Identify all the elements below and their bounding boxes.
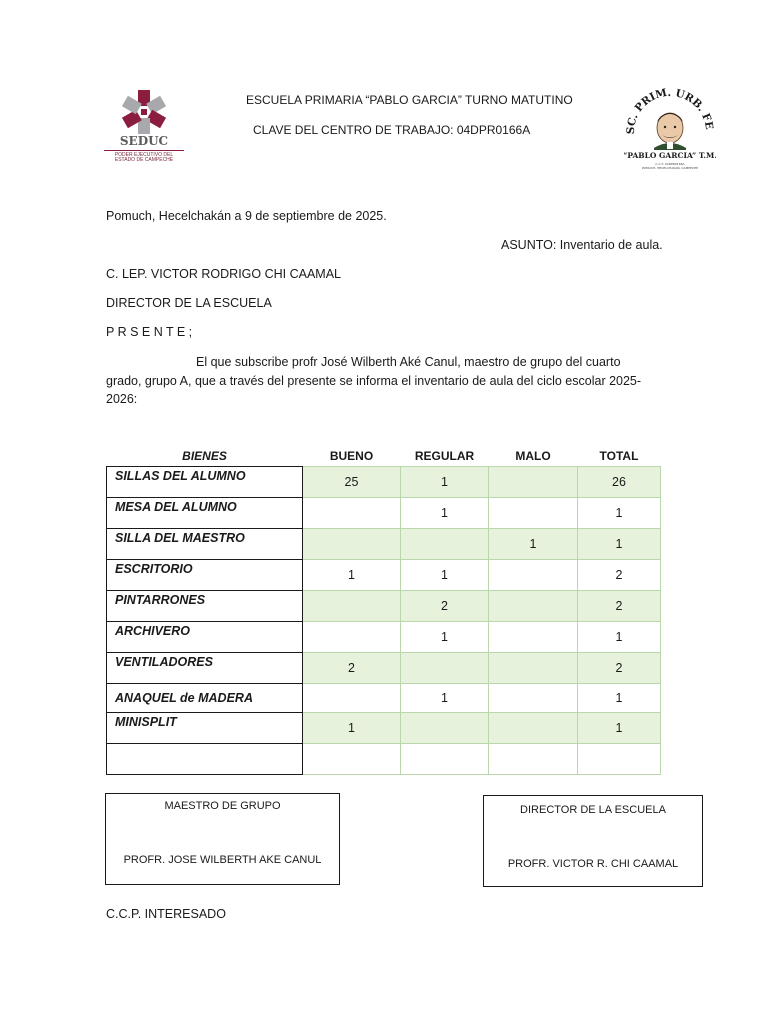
recipient-name: C. LEP. VICTOR RODRIGO CHI CAAMAL [106,267,342,281]
table-row [107,529,661,560]
body-line-1: El que subscribe profr José Wilberth Aké Canul, maestro de grupo del cuarto [196,355,621,369]
header-bienes: BIENES [182,449,227,463]
school-code: CLAVE DEL CENTRO DE TRABAJO: 04DPR0166A [253,123,531,137]
cell-total: 2 [578,591,661,622]
table-row [107,744,661,775]
seal-arc-text: SC. PRIM. URB. FE [624,88,716,135]
cell-bueno [303,684,401,713]
body-line-3: 2026: [106,392,138,406]
cell-malo [489,653,578,684]
cell-regular: 1 [401,467,489,498]
cell-malo [489,560,578,591]
cell-bueno [303,591,401,622]
body-line-2: grado, grupo A, que a través del presente se informa el inventario de aula del ciclo escolar 2025- [106,374,642,388]
cell-bueno: 1 [303,560,401,591]
director-name: PROFR. VICTOR R. CHI CAAMAL [507,858,679,870]
header-regular: REGULAR [414,449,475,463]
cell-malo [489,744,578,775]
cell-malo [489,498,578,529]
cell-bueno [303,529,401,560]
cell-bueno [303,744,401,775]
seduc-subtitle-1: PODER EJECUTIVO DEL [104,150,184,158]
cell-total [578,744,661,775]
cell-total: 2 [578,560,661,591]
table-row [107,653,661,684]
seal-small-text-2: POMUCH, HECELCHAKÁN, CAMPECHE [641,166,699,170]
director-role: DIRECTOR DE LA ESCUELA [520,804,666,816]
teacher-signature-box [105,793,340,885]
cell-total: 2 [578,653,661,684]
cell-regular [401,653,489,684]
cell-regular [401,744,489,775]
cell-malo: 1 [489,529,578,560]
cell-regular: 1 [401,684,489,713]
cell-total: 1 [578,498,661,529]
table-row [107,591,661,622]
cell-total: 1 [578,713,661,744]
header-total: TOTAL [599,449,639,463]
cell-malo [489,467,578,498]
seduc-brand-text: SEDUC [119,134,169,148]
cell-malo [489,622,578,653]
cell-item [107,744,303,775]
inventory-table [106,446,661,775]
cell-regular: 1 [401,498,489,529]
recipient-title: DIRECTOR DE LA ESCUELA [106,296,272,310]
cell-total: 1 [578,622,661,653]
cell-malo [489,713,578,744]
table-row [107,498,661,529]
cell-malo [489,591,578,622]
table-row [107,684,661,713]
school-title: ESCUELA PRIMARIA “PABLO GARCIA” TURNO MATUTINO [246,93,573,107]
cell-regular: 1 [401,622,489,653]
teacher-role: MAESTRO DE GRUPO [164,800,281,812]
director-signature-box [483,795,703,887]
cell-bueno [303,622,401,653]
cell-regular [401,713,489,744]
seduc-subtitle-2: ESTADO DE CAMPECHE [114,157,174,163]
cell-item: ANAQUEL de MADERA [107,684,303,713]
cell-total: 26 [578,467,661,498]
cell-item: MESA DEL ALUMNO [107,498,303,529]
seal-banner-text: “PABLO GARCIA” T.M. [624,151,716,160]
teacher-name: PROFR. JOSE WILBERTH AKE CANUL [123,854,322,866]
cell-bueno: 25 [303,467,401,498]
cell-regular [401,529,489,560]
cell-total: 1 [578,529,661,560]
subject-line: ASUNTO: Inventario de aula. [501,238,663,252]
seduc-emblem-icon [104,88,184,136]
cell-item: PINTARRONES [107,591,303,622]
cell-item: VENTILADORES [107,653,303,684]
table-row [107,622,661,653]
cell-malo [489,684,578,713]
table-row [107,467,661,498]
presente-line: P R S E N T E ; [106,325,193,339]
table-row [107,713,661,744]
table-row [107,560,661,591]
seal-small-text-1: C.C.T. 04DPR0166A [655,162,685,166]
cell-regular: 1 [401,560,489,591]
table-header-row [107,446,661,467]
cell-regular: 2 [401,591,489,622]
cell-item: MINISPLIT [107,713,303,744]
cell-item: SILLAS DEL ALUMNO [107,467,303,498]
seduc-logo [104,88,184,168]
cell-bueno [303,498,401,529]
cell-item: ESCRITORIO [107,560,303,591]
date-line: Pomuch, Hecelchakán a 9 de septiembre de 2025. [106,209,387,223]
cell-total: 1 [578,684,661,713]
school-seal-icon [624,88,716,172]
cell-item: ARCHIVERO [107,622,303,653]
cell-bueno: 1 [303,713,401,744]
cell-item: SILLA DEL MAESTRO [107,529,303,560]
cell-bueno: 2 [303,653,401,684]
school-seal-logo [624,88,716,172]
header-bueno: BUENO [329,449,374,463]
ccp-line: C.C.P. INTERESADO [106,907,226,921]
header-malo: MALO [515,449,551,463]
